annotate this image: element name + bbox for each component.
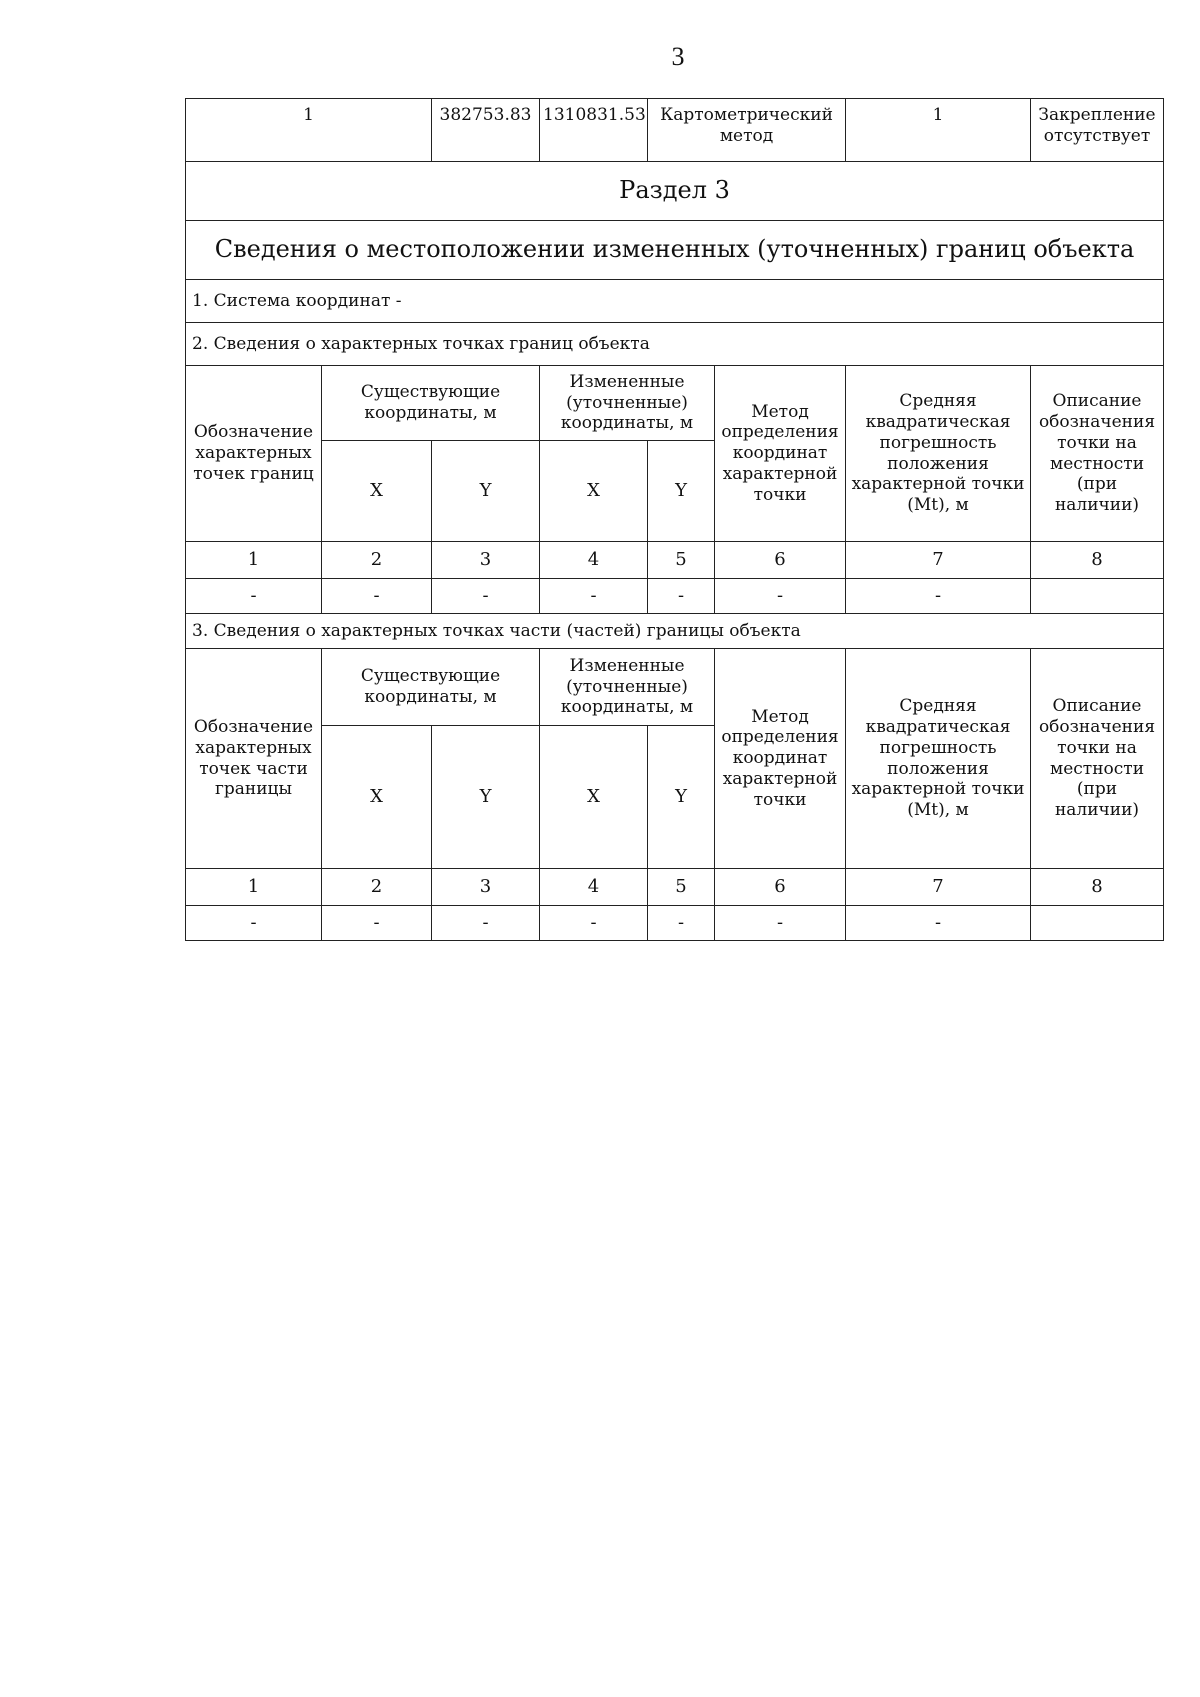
table1-cell: - bbox=[186, 579, 322, 614]
table2-header-row1 bbox=[186, 649, 1164, 726]
table2-cell: - bbox=[186, 906, 322, 941]
top-data-row bbox=[186, 99, 1164, 162]
table1-num: 8 bbox=[1031, 542, 1164, 579]
table2-changed-x: X bbox=[540, 726, 648, 869]
table1-cell: - bbox=[432, 579, 540, 614]
part-points-info-line: 3. Сведения о характерных точках части (частей) границы объекта bbox=[186, 614, 1164, 649]
table1-method-header: Метод определения координат характерной точки bbox=[715, 366, 846, 542]
table2-cell: - bbox=[540, 906, 648, 941]
table1-existing-header: Существующие координаты, м bbox=[322, 366, 540, 441]
table1-changed-x: X bbox=[540, 441, 648, 542]
table2-changed-header: Измененные (уточненные) координаты, м bbox=[540, 649, 715, 726]
table1-cell: - bbox=[540, 579, 648, 614]
table2-existing-y: Y bbox=[432, 726, 540, 869]
table1-existing-y: Y bbox=[432, 441, 540, 542]
table2-num: 3 bbox=[432, 869, 540, 906]
table2-cell: - bbox=[322, 906, 432, 941]
document-body bbox=[185, 98, 1163, 941]
table1-num: 3 bbox=[432, 542, 540, 579]
table2-num: 1 bbox=[186, 869, 322, 906]
table1-num: 7 bbox=[846, 542, 1031, 579]
table2-num: 6 bbox=[715, 869, 846, 906]
top-cell-error: 1 bbox=[846, 99, 1031, 162]
table2-num: 7 bbox=[846, 869, 1031, 906]
coordinate-system-line: 1. Система координат - bbox=[186, 280, 1164, 323]
table2-cell bbox=[1031, 906, 1164, 941]
table2-method-header: Метод определения координат характерной точки bbox=[715, 649, 846, 869]
table1-cell: - bbox=[846, 579, 1031, 614]
table2-numbers-row bbox=[186, 869, 1164, 906]
table1-header-row1 bbox=[186, 366, 1164, 441]
top-cell-number: 1 bbox=[186, 99, 432, 162]
table2-existing-header: Существующие координаты, м bbox=[322, 649, 540, 726]
table2-num: 4 bbox=[540, 869, 648, 906]
table1-col1-header: Обозначение характерных точек границ bbox=[186, 366, 322, 542]
table2-cell: - bbox=[648, 906, 715, 941]
table1-cell: - bbox=[648, 579, 715, 614]
table1-num: 5 bbox=[648, 542, 715, 579]
section-title: Раздел 3 bbox=[186, 162, 1164, 221]
table1-existing-x: X bbox=[322, 441, 432, 542]
table2-col1-header: Обозначение характерных точек части границы bbox=[186, 649, 322, 869]
top-cell-x: 382753.83 bbox=[432, 99, 540, 162]
table2-data-row bbox=[186, 906, 1164, 941]
table1-cell bbox=[1031, 579, 1164, 614]
table1-changed-y: Y bbox=[648, 441, 715, 542]
table1-num: 2 bbox=[322, 542, 432, 579]
table2-changed-y: Y bbox=[648, 726, 715, 869]
table1-numbers-row bbox=[186, 542, 1164, 579]
table2-cell: - bbox=[715, 906, 846, 941]
top-cell-y: 1310831.53 bbox=[540, 99, 648, 162]
coordinate-system-row bbox=[186, 280, 1164, 323]
boundary-table bbox=[185, 98, 1164, 941]
table2-num: 2 bbox=[322, 869, 432, 906]
table2-existing-x: X bbox=[322, 726, 432, 869]
table1-num: 4 bbox=[540, 542, 648, 579]
table2-num: 8 bbox=[1031, 869, 1164, 906]
table1-num: 1 bbox=[186, 542, 322, 579]
table1-cell: - bbox=[715, 579, 846, 614]
part-points-info-row bbox=[186, 614, 1164, 649]
table1-changed-header: Измененные (уточненные) координаты, м bbox=[540, 366, 715, 441]
table1-description-header: Описание обозначения точки на местности (при наличии) bbox=[1031, 366, 1164, 542]
section-title-row bbox=[186, 162, 1164, 221]
section-subtitle: Сведения о местоположении измененных (уточненных) границ объекта bbox=[186, 221, 1164, 280]
top-cell-method: Картометрический метод bbox=[648, 99, 846, 162]
points-info-line: 2. Сведения о характерных точках границ объекта bbox=[186, 323, 1164, 366]
table1-cell: - bbox=[322, 579, 432, 614]
table1-num: 6 bbox=[715, 542, 846, 579]
table2-cell: - bbox=[846, 906, 1031, 941]
table1-data-row bbox=[186, 579, 1164, 614]
table2-cell: - bbox=[432, 906, 540, 941]
table2-error-header: Средняя квадратическая погрешность положения характерной точки (Mt), м bbox=[846, 649, 1031, 869]
points-info-row bbox=[186, 323, 1164, 366]
page-number: 3 bbox=[671, 42, 685, 71]
section-subtitle-row bbox=[186, 221, 1164, 280]
table2-description-header: Описание обозначения точки на местности (при наличии) bbox=[1031, 649, 1164, 869]
top-cell-description: Закрепление отсутствует bbox=[1031, 99, 1164, 162]
table1-error-header: Средняя квадратическая погрешность положения характерной точки (Mt), м bbox=[846, 366, 1031, 542]
table2-num: 5 bbox=[648, 869, 715, 906]
